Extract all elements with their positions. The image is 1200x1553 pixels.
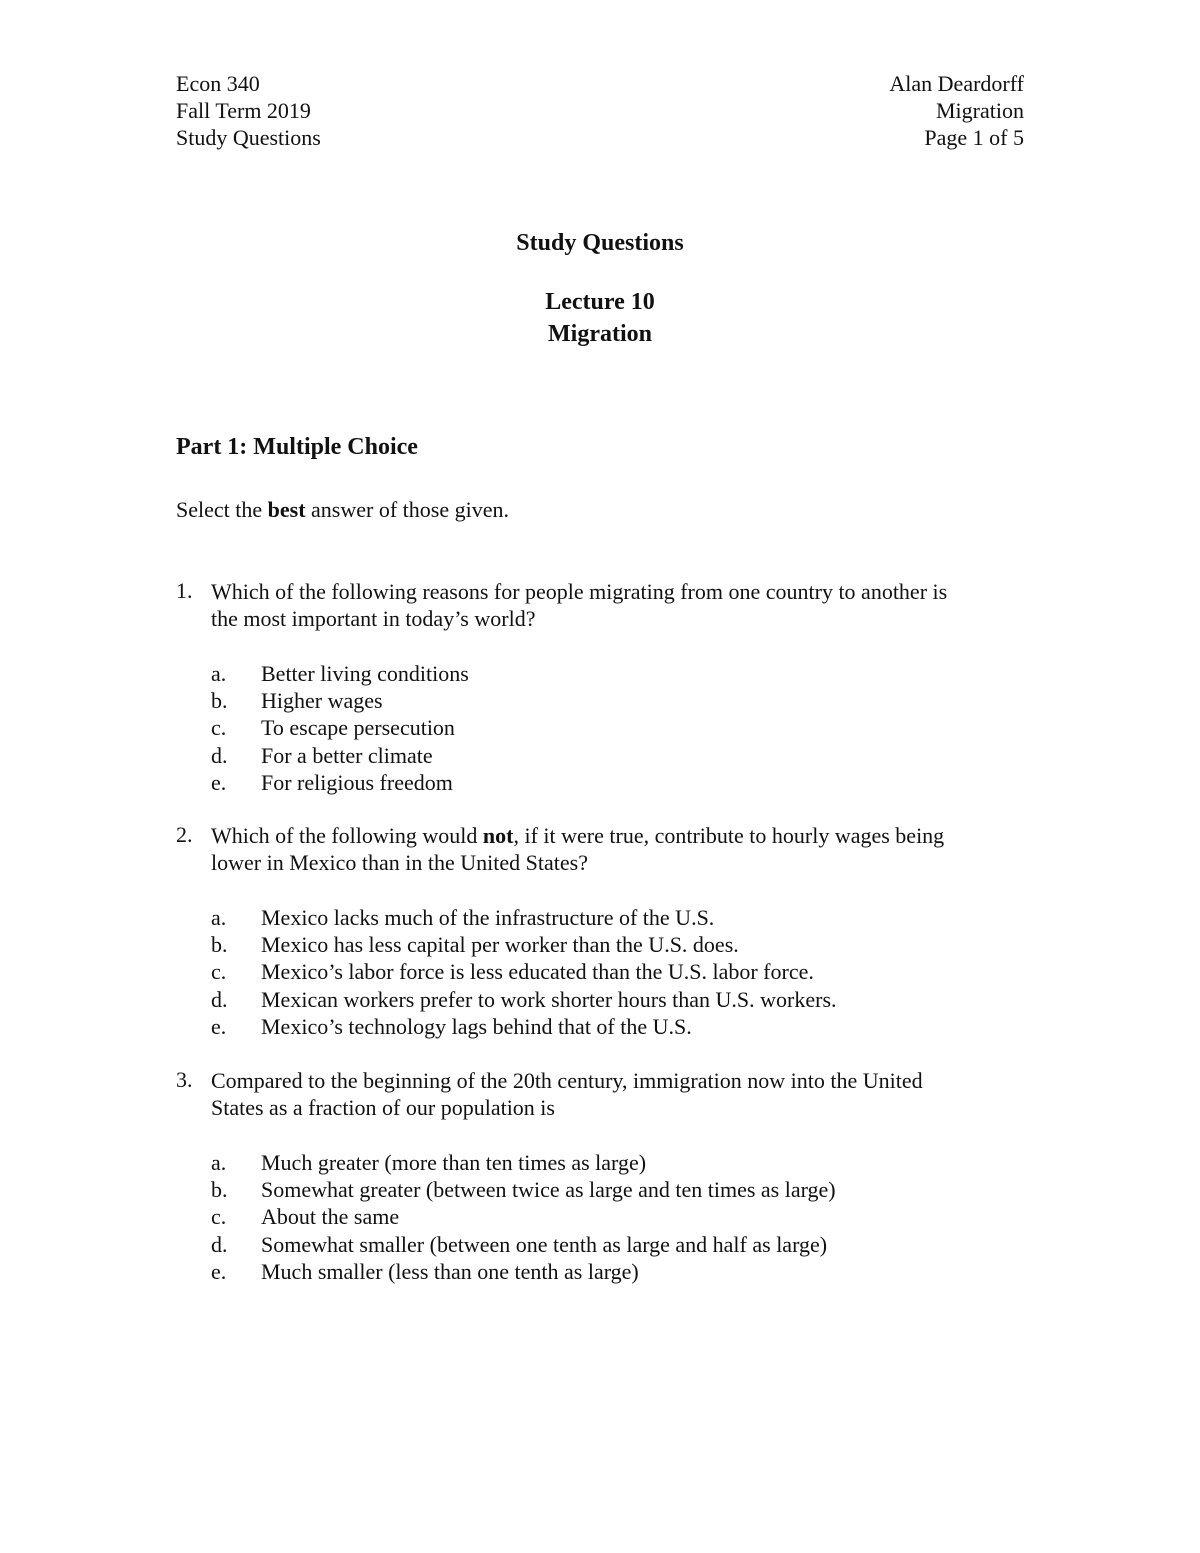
answer-option-a [211,660,1026,687]
answer-option-a [211,904,1026,931]
answer-option-b [211,687,1026,714]
header-doc-type: Study Questions [176,125,321,150]
stem-post: , if it were true, contribute to hourly wages being [513,823,945,848]
instruction-text [176,497,509,523]
option-text: Mexico’s labor force is less educated than the U.S. labor force. [261,959,814,985]
question-number: 3. [176,1067,193,1092]
answer-option-e [211,769,1026,796]
answer-option-a [211,1149,1026,1176]
option-text: To escape persecution [261,715,455,741]
answer-option-d [211,1231,1026,1258]
option-letter: b. [211,932,228,958]
option-text: For religious freedom [261,769,453,795]
option-letter: c. [211,959,227,985]
option-text: Somewhat smaller (between one tenth as large and half as large) [261,1231,828,1257]
answer-options [211,904,1026,1040]
option-letter: a. [211,1150,227,1175]
instruction-pre: Select the [176,497,268,522]
option-letter: e. [211,1013,227,1039]
instruction-post: answer of those given. [305,497,509,522]
option-text: Much greater (more than ten times as large) [261,1150,647,1175]
option-text: Mexico’s technology lags behind that of the U.S. [261,1013,692,1039]
header-author: Alan Deardorff [889,71,1024,96]
answer-option-b [211,931,1026,958]
question-stem [211,1067,1026,1121]
question-stem [211,578,1026,632]
answer-option-e [211,1258,1026,1285]
option-letter: e. [211,769,227,795]
answer-option-b [211,1176,1026,1203]
option-letter: a. [211,905,227,930]
lecture-topic: Migration [548,321,652,347]
option-text: Better living conditions [261,661,469,686]
option-text: Mexican workers prefer to work shorter hours than U.S. workers. [261,986,837,1012]
answer-option-d [211,742,1026,769]
answer-option-c [211,714,1026,741]
document-title: Study Questions [516,230,684,256]
question-number: 1. [176,578,193,603]
header-right [889,70,1024,151]
instruction-emphasis: best [267,497,306,522]
option-text: For a better climate [261,742,433,768]
question-stem-line: Which of the following reasons for people migrating from one country to another is [211,579,948,604]
answer-options [211,1149,1026,1285]
header-course: Econ 340 [176,71,260,96]
part-heading: Part 1: Multiple Choice [176,434,418,460]
answer-option-c [211,958,1026,985]
header-term: Fall Term 2019 [176,98,311,123]
option-letter: c. [211,715,227,741]
option-text: Mexico has less capital per worker than the U.S. does. [261,932,739,958]
answer-option-e [211,1013,1026,1040]
question-stem-line [211,822,1026,849]
option-letter: b. [211,688,228,714]
question-stem-line: States as a fraction of our population is [211,1095,555,1120]
option-letter: b. [211,1177,228,1203]
option-letter: d. [211,742,228,768]
header-page-number: Page 1 of 5 [924,125,1024,150]
answer-option-c [211,1203,1026,1230]
question-stem [211,822,1026,876]
option-letter: d. [211,1231,228,1257]
option-text: About the same [261,1204,400,1230]
question-number: 2. [176,822,193,847]
answer-option-d [211,986,1026,1013]
option-letter: d. [211,986,228,1012]
header-left [176,70,321,151]
answer-options [211,660,1026,796]
header-topic: Migration [936,98,1024,123]
question-stem-line: Compared to the beginning of the 20th century, immigration now into the United [211,1068,923,1093]
option-letter: c. [211,1204,227,1230]
option-text: Mexico lacks much of the infrastructure of the U.S. [261,905,715,930]
stem-emphasis: not [482,823,514,848]
lecture-number: Lecture 10 [545,289,655,315]
stem-pre: Which of the following would [211,823,483,848]
option-letter: e. [211,1258,227,1284]
option-text: Much smaller (less than one tenth as large) [261,1258,639,1284]
option-text: Higher wages [261,688,383,714]
option-text: Somewhat greater (between twice as large and ten times as large) [261,1177,836,1203]
question-stem-line: the most important in today’s world? [211,606,536,631]
option-letter: a. [211,661,227,686]
question-stem-line: lower in Mexico than in the United States? [211,850,588,875]
